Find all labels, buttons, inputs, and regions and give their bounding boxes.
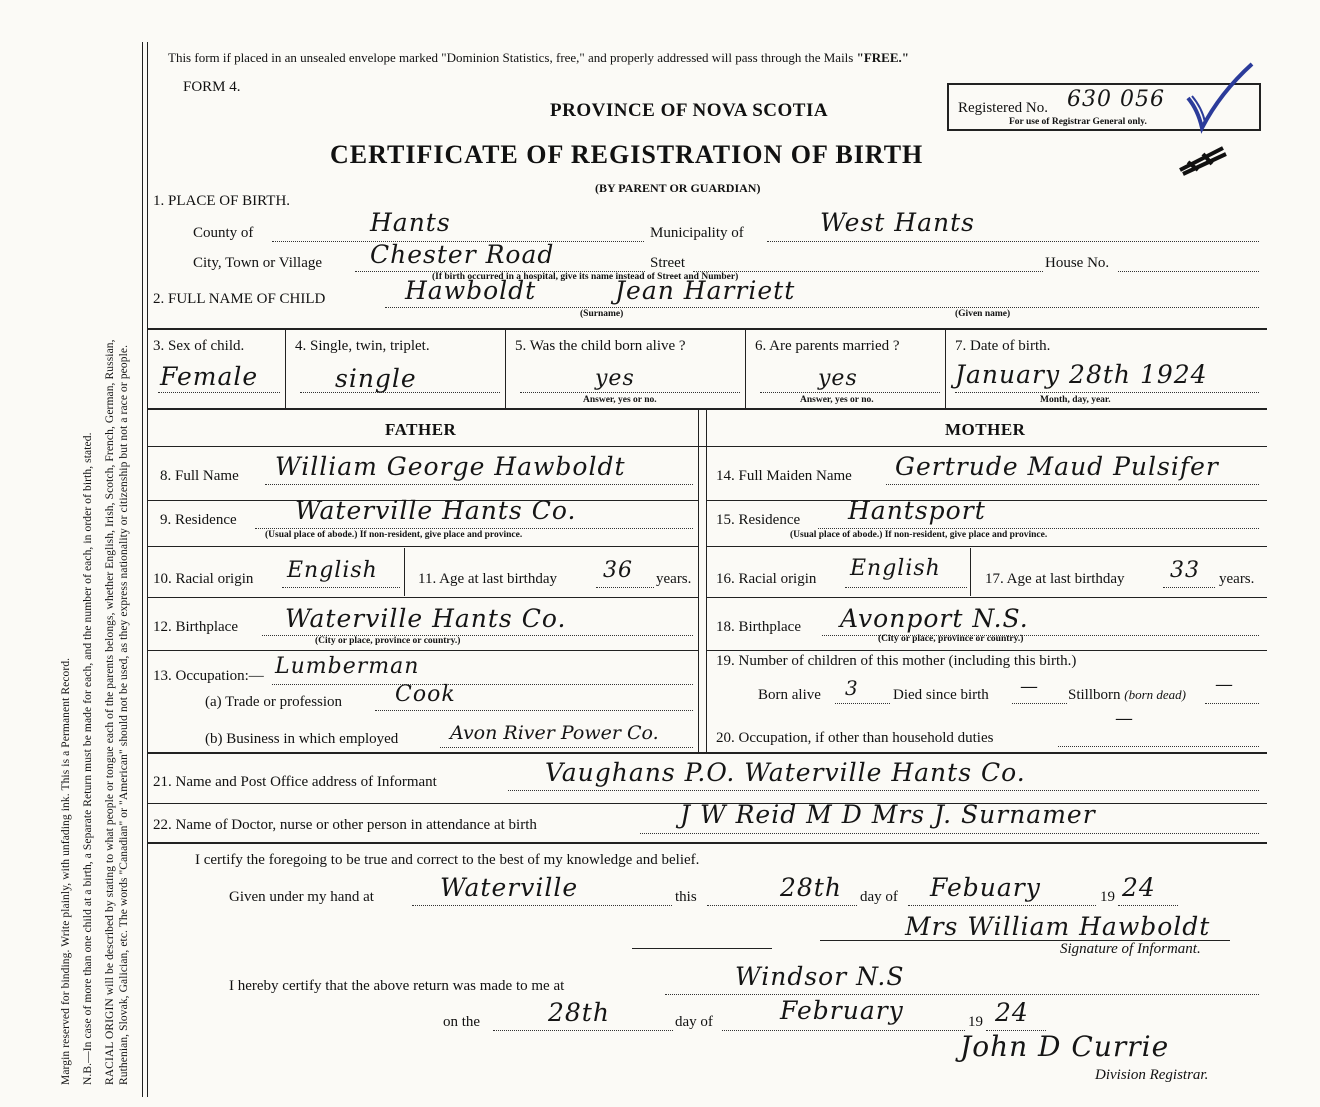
- page-title: CERTIFICATE OF REGISTRATION OF BIRTH: [330, 140, 924, 169]
- child-surname-value: Hawboldt: [405, 276, 537, 305]
- registered-note: For use of Registrar General only.: [1009, 117, 1147, 127]
- divider-parents-bottom: [147, 752, 1267, 754]
- street-label: Street: [650, 255, 685, 271]
- born-alive-label: Born alive: [758, 687, 821, 703]
- divider-child-info-top: [147, 328, 1267, 330]
- father-trade-value: Cook: [395, 682, 456, 707]
- father-trade-label: (a) Trade or profession: [205, 694, 343, 710]
- registrar-month-line: [722, 1030, 965, 1031]
- check-mark-icon: [1180, 58, 1260, 138]
- registrar-year-value: 24: [995, 998, 1029, 1027]
- margin-note-nationality: Ruthenian, Slovak, Galician, etc. The words "Canadian" or "American" should not be used, as they express nationality or citizenship but not a race or people.: [118, 344, 130, 1085]
- registrar-place-line: [665, 994, 1259, 995]
- stillborn-value: —: [1215, 674, 1234, 695]
- born-alive-line: [835, 703, 890, 704]
- registrar-place-value: Windsor N.S: [735, 962, 905, 991]
- certify-statement: I certify the foregoing to be true and correct to the best of my knowledge and belief.: [195, 852, 700, 868]
- mother-racial-label: 16. Racial origin: [716, 571, 817, 587]
- father-birthplace-note: (City or place, province or country.): [315, 636, 461, 646]
- mother-birthplace-note: (City or place, province or country.): [878, 634, 1024, 644]
- county-value: Hants: [370, 208, 451, 237]
- mother-racial-value: English: [850, 556, 941, 581]
- father-name-line: [265, 484, 693, 485]
- registrar-year-prefix: 19: [968, 1014, 983, 1030]
- given-label: Given under my hand at: [229, 889, 374, 905]
- father-years-label: years.: [656, 571, 692, 587]
- separator-line: [632, 948, 772, 949]
- year-line: [1118, 905, 1178, 906]
- day-of-label: day of: [860, 889, 898, 905]
- divider: [706, 597, 1267, 598]
- registrar-day-line: [493, 1030, 673, 1031]
- on-the-label: on the: [443, 1014, 481, 1030]
- municipality-value: West Hants: [820, 208, 975, 237]
- father-birthplace-label: 12. Birthplace: [153, 619, 238, 635]
- mail-notice: This form if placed in an unsealed envelope marked "Dominion Statistics, free," and properly addressed will pass through the Mails "FREE.": [168, 50, 909, 65]
- dob-line: [955, 392, 1259, 393]
- died-label: Died since birth: [893, 687, 989, 703]
- father-age-value: 36: [603, 558, 633, 583]
- married-value: yes: [818, 366, 858, 391]
- father-name-value: William George Hawboldt: [275, 452, 626, 481]
- divider: [970, 548, 971, 596]
- mother-racial-line: [845, 587, 967, 588]
- mother-name-line: [886, 484, 1259, 485]
- sex-value: Female: [160, 362, 259, 391]
- informant-label: 21. Name and Post Office address of Informant: [153, 774, 437, 790]
- divider: [147, 597, 699, 598]
- registrar-day-of-label: day of: [675, 1014, 713, 1030]
- father-birthplace-value: Waterville Hants Co.: [285, 604, 567, 633]
- father-occupation-label: 13. Occupation:—: [153, 668, 264, 684]
- registrar-signature-caption: Division Registrar.: [1095, 1067, 1209, 1083]
- margin-note-racial-origin: RACIAL ORIGIN will be described by stating to what people or tongue each of the parents belongs, whether English, Irish, Scotch, French, German, Russian,: [104, 339, 116, 1085]
- father-business-line: [440, 747, 693, 748]
- father-occupation-value: Lumberman: [275, 654, 420, 679]
- year-prefix: 19: [1100, 889, 1115, 905]
- mother-residence-line: [818, 528, 1259, 529]
- divider: [285, 330, 286, 408]
- alive-answer-note: Answer, yes or no.: [583, 395, 657, 405]
- mother-occupation-line: [1058, 746, 1259, 747]
- father-racial-value: English: [287, 558, 378, 583]
- page-subtitle: (BY PARENT OR GUARDIAN): [595, 181, 761, 195]
- married-label: 6. Are parents married ?: [755, 338, 900, 354]
- father-occupation-line: [272, 684, 693, 685]
- mother-occupation-label: 20. Occupation, if other than household duties: [716, 730, 994, 746]
- stillborn-note: (born dead): [1124, 687, 1187, 702]
- dob-value: January 28th 1924: [955, 360, 1208, 389]
- father-residence-line: [255, 528, 693, 529]
- father-name-label: 8. Full Name: [160, 468, 239, 484]
- informant-line: [508, 790, 1259, 791]
- day-line: [707, 905, 857, 906]
- dob-label: 7. Date of birth.: [955, 338, 1051, 354]
- mother-residence-value: Hantsport: [848, 496, 986, 525]
- father-residence-value: Waterville Hants Co.: [295, 496, 577, 525]
- mother-birthplace-value: Avonport N.S.: [840, 604, 1029, 633]
- margin-note-binding: Margin reserved for binding. Write plainly, with unfading ink. This is a Permanent Record.: [60, 657, 72, 1085]
- divider: [505, 330, 506, 408]
- plurality-label: 4. Single, twin, triplet.: [295, 338, 430, 354]
- father-racial-label: 10. Racial origin: [153, 571, 254, 587]
- mother-age-label: 17. Age at last birthday: [985, 571, 1125, 587]
- divider: [147, 650, 699, 651]
- child-name-label: 2. FULL NAME OF CHILD: [153, 291, 326, 307]
- alive-value: yes: [595, 366, 635, 391]
- alive-label: 5. Was the child born alive ?: [515, 338, 686, 354]
- married-answer-note: Answer, yes or no.: [800, 395, 874, 405]
- stillborn-label: [1068, 687, 1186, 704]
- divider: [404, 548, 405, 596]
- sex-label: 3. Sex of child.: [153, 338, 245, 354]
- father-business-label: (b) Business in which employed: [205, 731, 399, 747]
- margin-border-inner: [147, 42, 148, 1097]
- doctor-label: 22. Name of Doctor, nurse or other person in attendance at birth: [153, 817, 537, 833]
- divider: [706, 500, 1267, 501]
- hospital-note: (If birth occurred in a hospital, give its name instead of Street and Number): [432, 272, 739, 282]
- informant-signature-caption: Signature of Informant.: [1060, 941, 1201, 957]
- doctor-line: [640, 833, 1259, 834]
- city-value: Chester Road: [370, 240, 555, 269]
- registered-value: 630 056: [1067, 87, 1165, 112]
- place-of-birth-label: 1. PLACE OF BIRTH.: [153, 193, 291, 209]
- stillborn-text: Stillborn: [1068, 687, 1121, 703]
- county-label: County of: [193, 225, 254, 241]
- certification-month-value: Febuary: [930, 873, 1041, 902]
- municipality-line: [767, 241, 1259, 242]
- father-trade-line: [375, 710, 693, 711]
- married-line: [760, 392, 940, 393]
- plurality-value: single: [335, 364, 417, 393]
- mother-residence-note: (Usual place of abode.) If non-resident, give place and province.: [790, 530, 1048, 540]
- sex-line: [158, 392, 280, 393]
- stillborn-line: [1205, 703, 1259, 704]
- registrar-statement: I hereby certify that the above return was made to me at: [229, 978, 565, 994]
- mother-age-value: 33: [1170, 558, 1200, 583]
- father-age-label: 11. Age at last birthday: [418, 571, 557, 587]
- house-line: [1118, 271, 1259, 272]
- mother-residence-label: 15. Residence: [716, 512, 801, 528]
- house-label: House No.: [1045, 255, 1110, 271]
- died-line: [1012, 703, 1067, 704]
- father-heading: FATHER: [385, 420, 457, 439]
- province-heading: PROVINCE OF NOVA SCOTIA: [550, 100, 829, 121]
- surname-note: (Surname): [580, 309, 624, 319]
- given-place-line: [412, 905, 672, 906]
- child-given-value: Jean Harriett: [615, 276, 796, 305]
- informant-value: Vaughans P.O. Waterville Hants Co.: [545, 758, 1026, 787]
- divider: [745, 330, 746, 408]
- this-label: this: [675, 889, 697, 905]
- dob-note: Month, day, year.: [1040, 395, 1111, 405]
- father-residence-note: (Usual place of abode.) If non-resident, give place and province.: [265, 530, 523, 540]
- registrar-day-value: 28th: [548, 998, 610, 1027]
- city-label: City, Town or Village: [193, 255, 323, 271]
- certification-day-value: 28th: [780, 873, 842, 902]
- divider-parents-top: [147, 408, 1267, 410]
- margin-note-multiple-births: N.B.—In case of more than one child at a birth, a Separate Return must be made for each, and the number of each, in order of birth, stated.: [82, 432, 94, 1085]
- street-line: [693, 271, 1043, 272]
- registrar-month-value: February: [780, 996, 904, 1025]
- mother-name-value: Gertrude Maud Pulsifer: [895, 452, 1219, 481]
- month-line: [908, 905, 1096, 906]
- mother-children-label: 19. Number of children of this mother (including this birth.): [716, 653, 1077, 669]
- doctor-value: J W Reid M D Mrs J. Surnamer: [680, 800, 1096, 829]
- died-value: —: [1020, 676, 1039, 697]
- divider: [706, 546, 1267, 547]
- given-name-note: (Given name): [955, 309, 1011, 319]
- certification-year-value: 24: [1122, 873, 1156, 902]
- divider: [706, 650, 1267, 651]
- father-age-line: [596, 587, 654, 588]
- mother-birthplace-label: 18. Birthplace: [716, 619, 801, 635]
- born-alive-value: 3: [845, 676, 859, 700]
- divider: [147, 446, 1267, 447]
- mother-heading: MOTHER: [945, 420, 1026, 439]
- child-name-line: [385, 307, 1259, 308]
- mother-age-line: [1163, 587, 1215, 588]
- mother-name-label: 14. Full Maiden Name: [716, 468, 852, 484]
- registered-label: Registered No.: [958, 100, 1048, 116]
- mother-years-label: years.: [1219, 571, 1255, 587]
- divider: [945, 330, 946, 408]
- informant-signature: Mrs William Hawboldt: [905, 912, 1211, 941]
- registrar-signature: John D Currie: [960, 1030, 1170, 1063]
- alive-line: [520, 392, 740, 393]
- ink-stamp-icon: [1178, 140, 1228, 180]
- margin-border: [142, 42, 143, 1097]
- divider-parents-left: [698, 410, 699, 752]
- form-number: FORM 4.: [183, 79, 241, 95]
- divider-parents-right: [706, 410, 707, 752]
- father-racial-line: [282, 587, 400, 588]
- mother-occupation-value: —: [1115, 708, 1134, 729]
- father-residence-label: 9. Residence: [160, 512, 237, 528]
- municipality-label: Municipality of: [650, 225, 744, 241]
- father-business-value: Avon River Power Co.: [450, 722, 659, 744]
- divider-certification-top: [147, 842, 1267, 844]
- divider: [147, 546, 699, 547]
- given-place-value: Waterville: [440, 873, 579, 902]
